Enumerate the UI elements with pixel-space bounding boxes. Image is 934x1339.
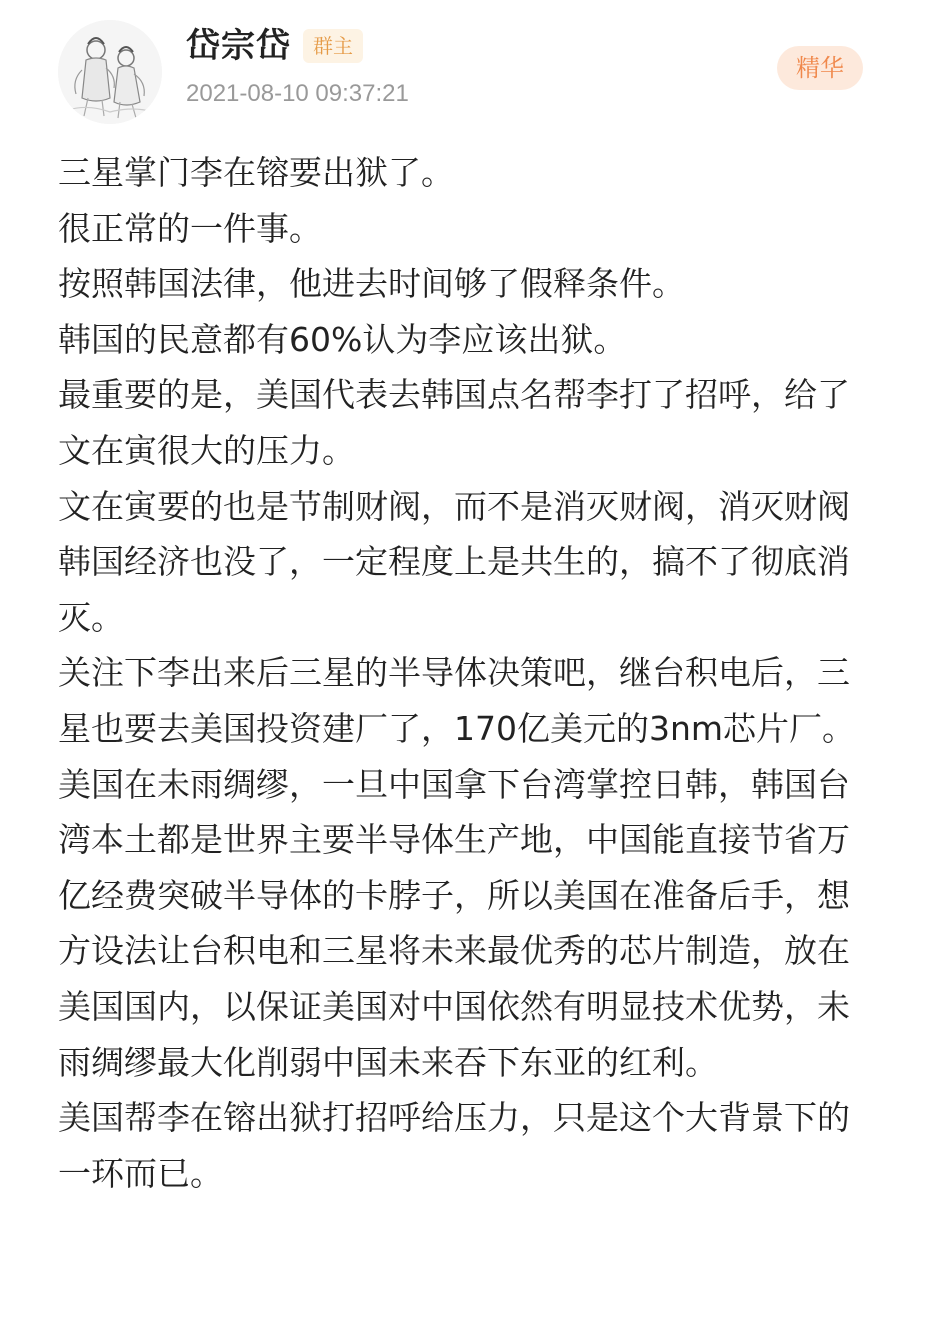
post-paragraph: 三星掌门李在镕要出狱了。 bbox=[58, 153, 454, 192]
post-timestamp: 2021-08-10 09:37:21 bbox=[186, 80, 409, 107]
post-paragraph: 按照韩国法律，他进去时间够了假释条件。 bbox=[58, 264, 685, 304]
essence-badge[interactable]: 精华 bbox=[777, 46, 863, 90]
author-row bbox=[186, 24, 363, 68]
post-paragraph: 关注下李出来后三星的半导体决策吧，继台积电后，三星也要去美国投资建厂了，170亿美元的3nm芯片厂。 bbox=[58, 653, 856, 748]
post-paragraph: 文在寅要的也是节制财阀，而不是消灭财阀，消灭财阀韩国经济也没了，一定程度上是共生的，搞不了彻底消灭。 bbox=[58, 486, 850, 637]
post-paragraph: 美国帮李在镕出狱打招呼给压力，只是这个大背景下的一环而已。 bbox=[58, 1098, 850, 1193]
post-paragraph: 很正常的一件事。 bbox=[58, 208, 322, 248]
post-paragraph: 韩国的民意都有60%认为李应该出狱。 bbox=[58, 319, 627, 359]
post-paragraph: 美国在未雨绸缪，一旦中国拿下台湾掌控日韩，韩国台湾本土都是世界主要半导体生产地，中国能直接节省万亿经费突破半导体的卡脖子，所以美国在准备后手，想方设法让台积电和三星将未来最优秀的芯片制造，放在美国国内，以保证美国对中国依然有明显技术优势，未雨绸缪最大化削弱中国未来吞下东亚的红利。 bbox=[58, 764, 850, 1082]
avatar[interactable] bbox=[58, 20, 162, 124]
post-paragraph: 最重要的是，美国代表去韩国点名帮李打了招呼，给了文在寅很大的压力。 bbox=[58, 375, 850, 470]
role-badge: 群主 bbox=[303, 29, 363, 63]
illustrated-figures-avatar-icon bbox=[58, 20, 162, 124]
post-content bbox=[58, 145, 876, 1201]
post-header bbox=[0, 0, 934, 130]
author-name[interactable]: 岱宗岱 bbox=[186, 26, 291, 66]
